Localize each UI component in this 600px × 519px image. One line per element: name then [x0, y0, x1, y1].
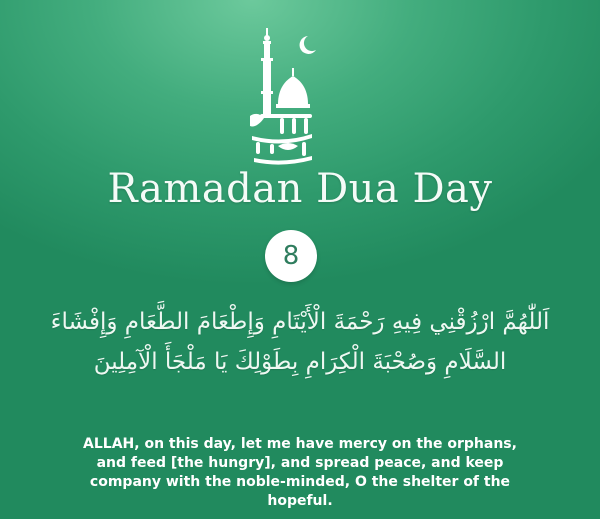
ramadan-calligraphy-mosque-icon — [230, 18, 340, 168]
day-number-badge: 8 — [265, 230, 317, 282]
page-title: Ramadan Dua Day — [107, 166, 493, 212]
dua-english-text: ALLAH, on this day, let me have mercy on the orphans, and feed [the hungry], and spread peace, and keep company with the noble-minded, O the shelter of the hopeful. — [83, 436, 517, 509]
dua-arabic-text: اَللّٰهُمَّ ارْزُقْنِي فِيهِ رَحْمَةَ الْأَيْتَامِ وَإِطْعَامَ الطَّعَامِ وَإِفْشَاءَ السَّلَامِ وَصُحْبَةَ الْكِرَامِ بِطَوْلِكَ يَا مَلْجَأَ الْآمِلِينَ — [50, 309, 550, 375]
